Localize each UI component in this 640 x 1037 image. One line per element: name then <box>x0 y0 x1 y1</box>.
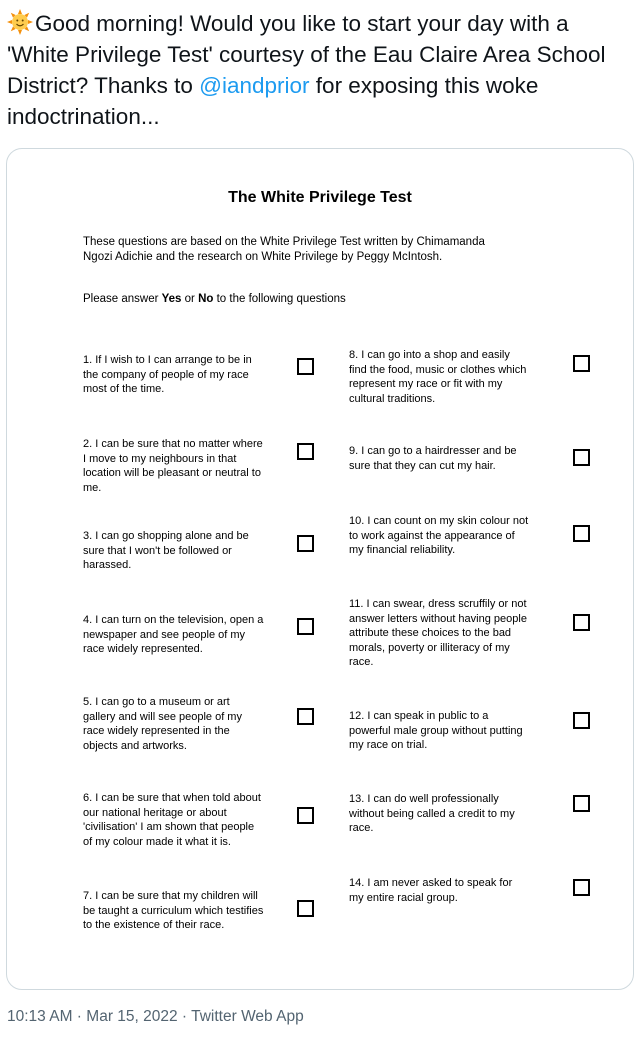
separator: · <box>72 1008 87 1025</box>
answer-checkbox-2[interactable] <box>297 443 314 460</box>
question-line: my entire racial group. <box>349 891 458 904</box>
question-line: 8. I can go into a shop and easily <box>349 349 510 361</box>
question-line: attribute these choices to the bad <box>349 627 512 639</box>
tweet-date[interactable]: Mar 15, 2022 <box>86 1008 178 1025</box>
media-card[interactable] <box>6 148 634 990</box>
question-line: be taught a curriculum which testifies <box>83 904 264 917</box>
question-line: newspaper and see people of my <box>83 628 246 641</box>
question-line: race. <box>349 822 374 834</box>
question-line: objects and artworks. <box>83 739 187 752</box>
tweet-metadata <box>7 1008 304 1026</box>
question-line: 'civilisation' I am shown that people <box>83 821 255 833</box>
question-line: 11. I can swear, dress scruffily or not <box>349 598 527 610</box>
question-9 <box>349 444 564 473</box>
question-line: morals, poverty or illiteracy of my <box>349 641 510 654</box>
answer-checkbox-5[interactable] <box>297 708 314 725</box>
question-line: 5. I can go to a museum or art <box>83 696 230 708</box>
answer-checkbox-10[interactable] <box>573 525 590 542</box>
question-6 <box>83 791 298 849</box>
question-line: gallery and will see people of my <box>83 710 242 723</box>
question-line: sure that they can cut my hair. <box>349 459 496 472</box>
separator: · <box>177 1008 192 1025</box>
answer-checkbox-13[interactable] <box>573 795 590 812</box>
tweet-time[interactable]: 10:13 AM <box>7 1008 73 1025</box>
question-line: location will be pleasant or neutral to <box>83 467 261 479</box>
document-intro <box>83 235 553 264</box>
question-11 <box>349 597 569 670</box>
question-line: sure that I won't be followed or <box>83 544 232 557</box>
question-line: most of the time. <box>83 383 165 395</box>
answer-checkbox-11[interactable] <box>573 614 590 631</box>
intro-line: Ngozi Adichie and the research on White Privilege by Peggy McIntosh. <box>83 250 443 263</box>
answer-checkbox-1[interactable] <box>297 358 314 375</box>
sun-with-face-icon <box>7 9 33 35</box>
question-1 <box>83 353 293 397</box>
question-line: without being called a credit to my <box>349 807 515 820</box>
question-line: race. <box>349 656 374 668</box>
question-line: 2. I can be sure that no matter where <box>83 438 263 450</box>
instruction-text: to the following questions <box>213 293 346 305</box>
document-title: The White Privilege Test <box>228 189 412 206</box>
question-line: 4. I can turn on the television, open a <box>83 614 264 626</box>
document-instruction <box>83 292 553 307</box>
question-line: to the existence of their race. <box>83 919 225 931</box>
question-13 <box>349 792 564 836</box>
question-line: my race on trial. <box>349 739 428 751</box>
question-line: 9. I can go to a hairdresser and be <box>349 445 517 457</box>
question-8 <box>349 348 564 406</box>
question-line: race widely represented. <box>83 643 203 655</box>
question-line: to work against the appearance of <box>349 529 515 542</box>
tweet-text-start: Good morning! Would you like to start your day with a 'White Privilege Test' courtesy of the Eau Claire Area School District? Thanks to <box>7 11 606 98</box>
instruction-text: or <box>181 293 199 305</box>
question-line: 14. I am never asked to speak for <box>349 877 513 889</box>
answer-checkbox-4[interactable] <box>297 618 314 635</box>
instruction-text: Please answer <box>83 293 162 305</box>
answer-checkbox-12[interactable] <box>573 712 590 729</box>
answer-checkbox-14[interactable] <box>573 879 590 896</box>
question-line: find the food, music or clothes which <box>349 363 527 376</box>
yes-label: Yes <box>161 293 182 305</box>
intro-line: These questions are based on the White Privilege Test written by Chimamanda <box>83 236 485 248</box>
answer-checkbox-7[interactable] <box>297 900 314 917</box>
question-5 <box>83 695 293 753</box>
question-line: 6. I can be sure that when told about <box>83 792 261 804</box>
answer-checkbox-6[interactable] <box>297 807 314 824</box>
question-line: me. <box>83 481 102 494</box>
question-2 <box>83 437 293 495</box>
document-image <box>15 155 625 983</box>
question-line: my financial reliability. <box>349 544 456 556</box>
question-line: powerful male group without putting <box>349 724 523 737</box>
question-line: 3. I can go shopping alone and be <box>83 530 249 542</box>
question-14 <box>349 876 564 905</box>
question-line: the company of people of my race <box>83 368 249 381</box>
answer-checkbox-8[interactable] <box>573 355 590 372</box>
answer-checkbox-3[interactable] <box>297 535 314 552</box>
no-label: No <box>198 293 214 305</box>
question-12 <box>349 709 569 753</box>
mention-link[interactable]: @iandprior <box>199 73 310 98</box>
tweet-source: Twitter Web App <box>191 1008 304 1025</box>
tweet-text-end: for exposing this woke indoctrination... <box>7 73 539 129</box>
question-line: cultural traditions. <box>349 392 436 405</box>
question-line: I move to my neighbours in that <box>83 452 237 465</box>
question-line: 7. I can be sure that my children will <box>83 890 258 902</box>
question-line: 12. I can speak in public to a <box>349 710 489 722</box>
question-line: 1. If I wish to I can arrange to be in <box>83 354 252 366</box>
question-line: 10. I can count on my skin colour not <box>349 515 529 527</box>
question-line: 13. I can do well professionally <box>349 793 499 805</box>
question-4 <box>83 613 298 657</box>
question-line: harassed. <box>83 559 132 571</box>
question-line: race widely represented in the <box>83 725 230 737</box>
answer-checkbox-9[interactable] <box>573 449 590 466</box>
question-line: of my colour made it what it is. <box>83 835 231 848</box>
tweet-text <box>7 8 635 132</box>
question-line: answer letters without having people <box>349 612 527 625</box>
question-10 <box>349 514 569 558</box>
question-7 <box>83 889 298 933</box>
question-3 <box>83 529 293 573</box>
question-line: represent my race or fit with my <box>349 378 503 390</box>
question-line: our national heritage or about <box>83 806 227 819</box>
